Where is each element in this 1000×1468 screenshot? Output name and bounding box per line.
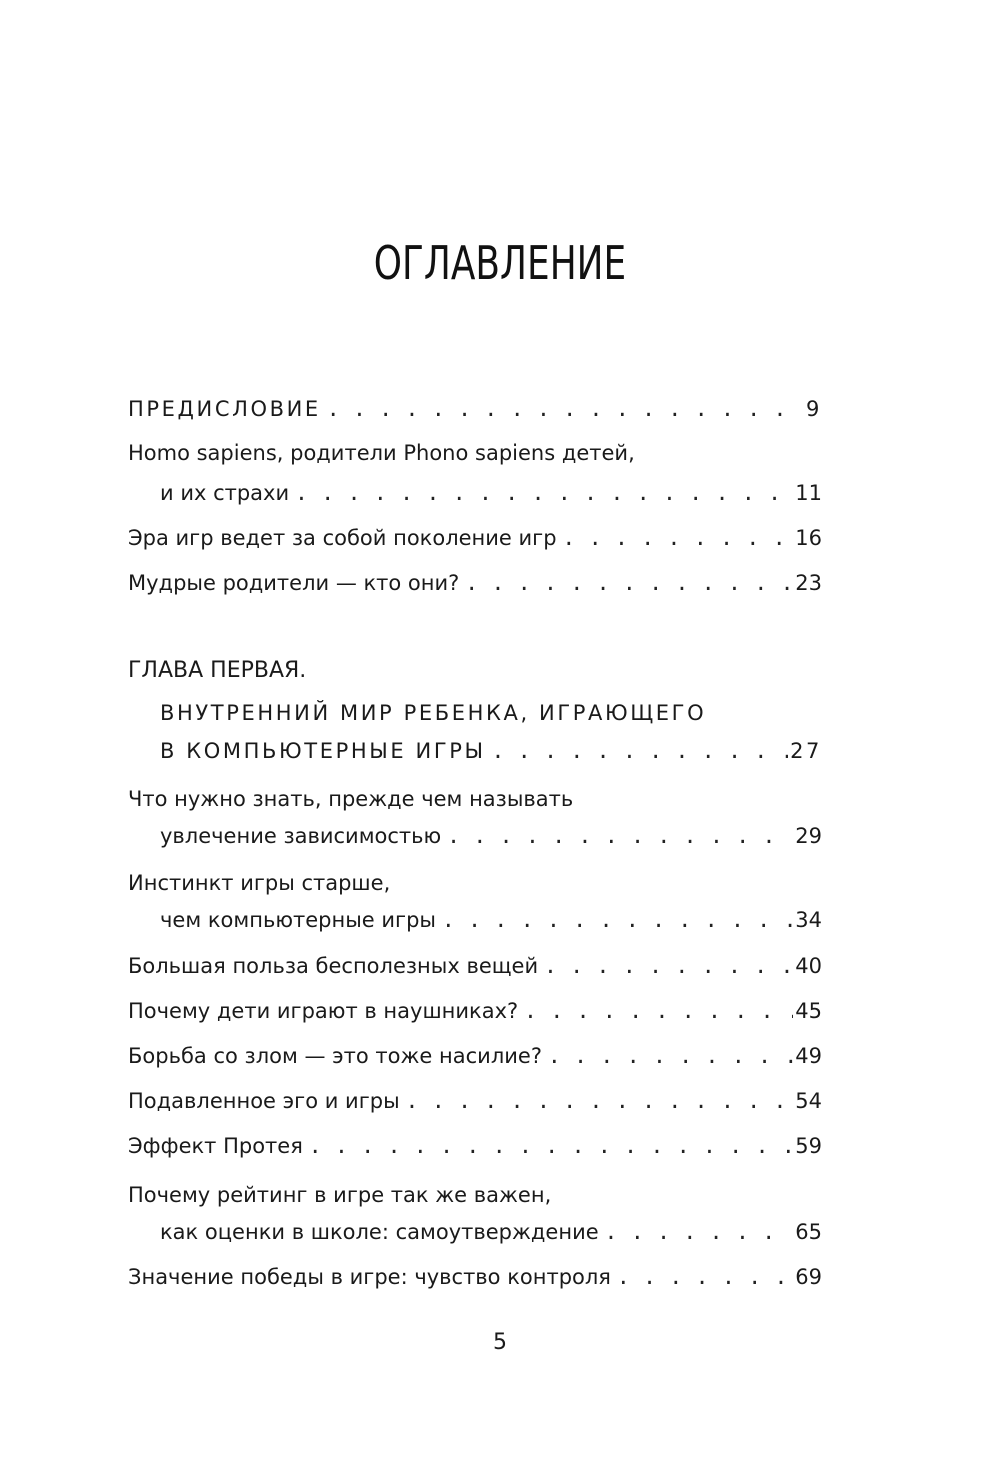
- toc-entry-victory[interactable]: [128, 1262, 822, 1292]
- dot-leader: [544, 951, 793, 981]
- toc-entry-fighting-evil[interactable]: [128, 1041, 822, 1071]
- toc-entry-title-line: Инстинкт игры старше,: [128, 871, 391, 895]
- toc-entry-suppressed-ego[interactable]: [128, 1086, 822, 1116]
- toc-entry-title-line: Homo sapiens, родители Phono sapiens детей,: [128, 441, 635, 465]
- toc-entry-homo-sapiens[interactable]: [160, 478, 822, 508]
- dot-leader: [309, 1131, 793, 1161]
- dot-leader: [605, 1217, 794, 1247]
- toc-entry-page: 16: [795, 526, 822, 550]
- toc-entry-headphones[interactable]: [128, 996, 822, 1026]
- toc-entry-useless-things[interactable]: [128, 951, 822, 981]
- toc-entry-title-line: Почему рейтинг в игре так же важен,: [128, 1183, 552, 1207]
- toc-entry-page: 29: [795, 824, 822, 848]
- toc-entry-page: 54: [795, 1089, 822, 1113]
- dot-leader: [617, 1262, 793, 1292]
- dot-leader: [406, 1086, 794, 1116]
- dot-leader: [327, 394, 804, 424]
- toc-entry-preface[interactable]: [128, 394, 822, 424]
- dot-leader: [442, 905, 793, 935]
- dot-leader: [492, 736, 788, 766]
- dot-leader: [524, 996, 793, 1026]
- toc-entry-page: 9: [806, 397, 822, 421]
- dot-leader: [563, 523, 794, 553]
- toc-entry-title: Мудрые родители — кто они?: [128, 571, 460, 595]
- toc-entry-page: 11: [795, 481, 822, 505]
- toc-entry-page: 23: [795, 571, 822, 595]
- dot-leader: [447, 821, 793, 851]
- toc-entry-title: В КОМПЬЮТЕРНЫЕ ИГРЫ: [160, 739, 486, 763]
- toc-entry-wise-parents[interactable]: [128, 568, 822, 598]
- toc-entry-page: 40: [795, 954, 822, 978]
- toc-entry-page: 59: [795, 1134, 822, 1158]
- toc-entry-addiction[interactable]: [160, 821, 822, 851]
- toc-entry-page: 34: [795, 908, 822, 932]
- page-number: 5: [493, 1330, 507, 1355]
- toc-entry-play-instinct[interactable]: [160, 905, 822, 935]
- toc-entry-era-of-games[interactable]: [128, 523, 822, 553]
- toc-entry-title: как оценки в школе: самоутверждение: [160, 1220, 599, 1244]
- chapter-title-line: ВНУТРЕННИЙ МИР РЕБЕНКА, ИГРАЮЩЕГО: [160, 701, 707, 725]
- dot-leader: [465, 568, 793, 598]
- dot-leader: [548, 1041, 793, 1071]
- toc-entry-page: 45: [795, 999, 822, 1023]
- toc-entry-title: увлечение зависимостью: [160, 824, 442, 848]
- toc-entry-page: 49: [795, 1044, 822, 1068]
- toc-entry-title: и их страхи: [160, 481, 290, 505]
- toc-entry-title: Подавленное эго и игры: [128, 1089, 400, 1113]
- toc-entry-page: 69: [795, 1265, 822, 1289]
- dot-leader: [295, 478, 793, 508]
- toc-entry-proteus-effect[interactable]: [128, 1131, 822, 1161]
- toc-entry-title: ПРЕДИСЛОВИЕ: [128, 397, 321, 421]
- toc-entry-title: Эффект Протея: [128, 1134, 303, 1158]
- toc-entry-page: 27: [790, 739, 822, 763]
- toc-entry-title: Большая польза бесполезных вещей: [128, 954, 539, 978]
- toc-entry-title: Борьба со злом — это тоже насилие?: [128, 1044, 542, 1068]
- toc-entry-title: Значение победы в игре: чувство контроля: [128, 1265, 611, 1289]
- toc-entry-title-line: Что нужно знать, прежде чем называть: [128, 787, 574, 811]
- page-title: ОГЛАВЛЕНИЕ: [373, 236, 627, 290]
- toc-entry-page: 65: [795, 1220, 822, 1244]
- toc-entry-title: Эра игр ведет за собой поколение игр: [128, 526, 557, 550]
- chapter-label: ГЛАВА ПЕРВАЯ.: [128, 658, 307, 683]
- toc-entry-title: чем компьютерные игры: [160, 908, 436, 932]
- toc-entry-chapter-one[interactable]: [160, 736, 822, 766]
- toc-entry-rating[interactable]: [160, 1217, 822, 1247]
- toc-entry-title: Почему дети играют в наушниках?: [128, 999, 519, 1023]
